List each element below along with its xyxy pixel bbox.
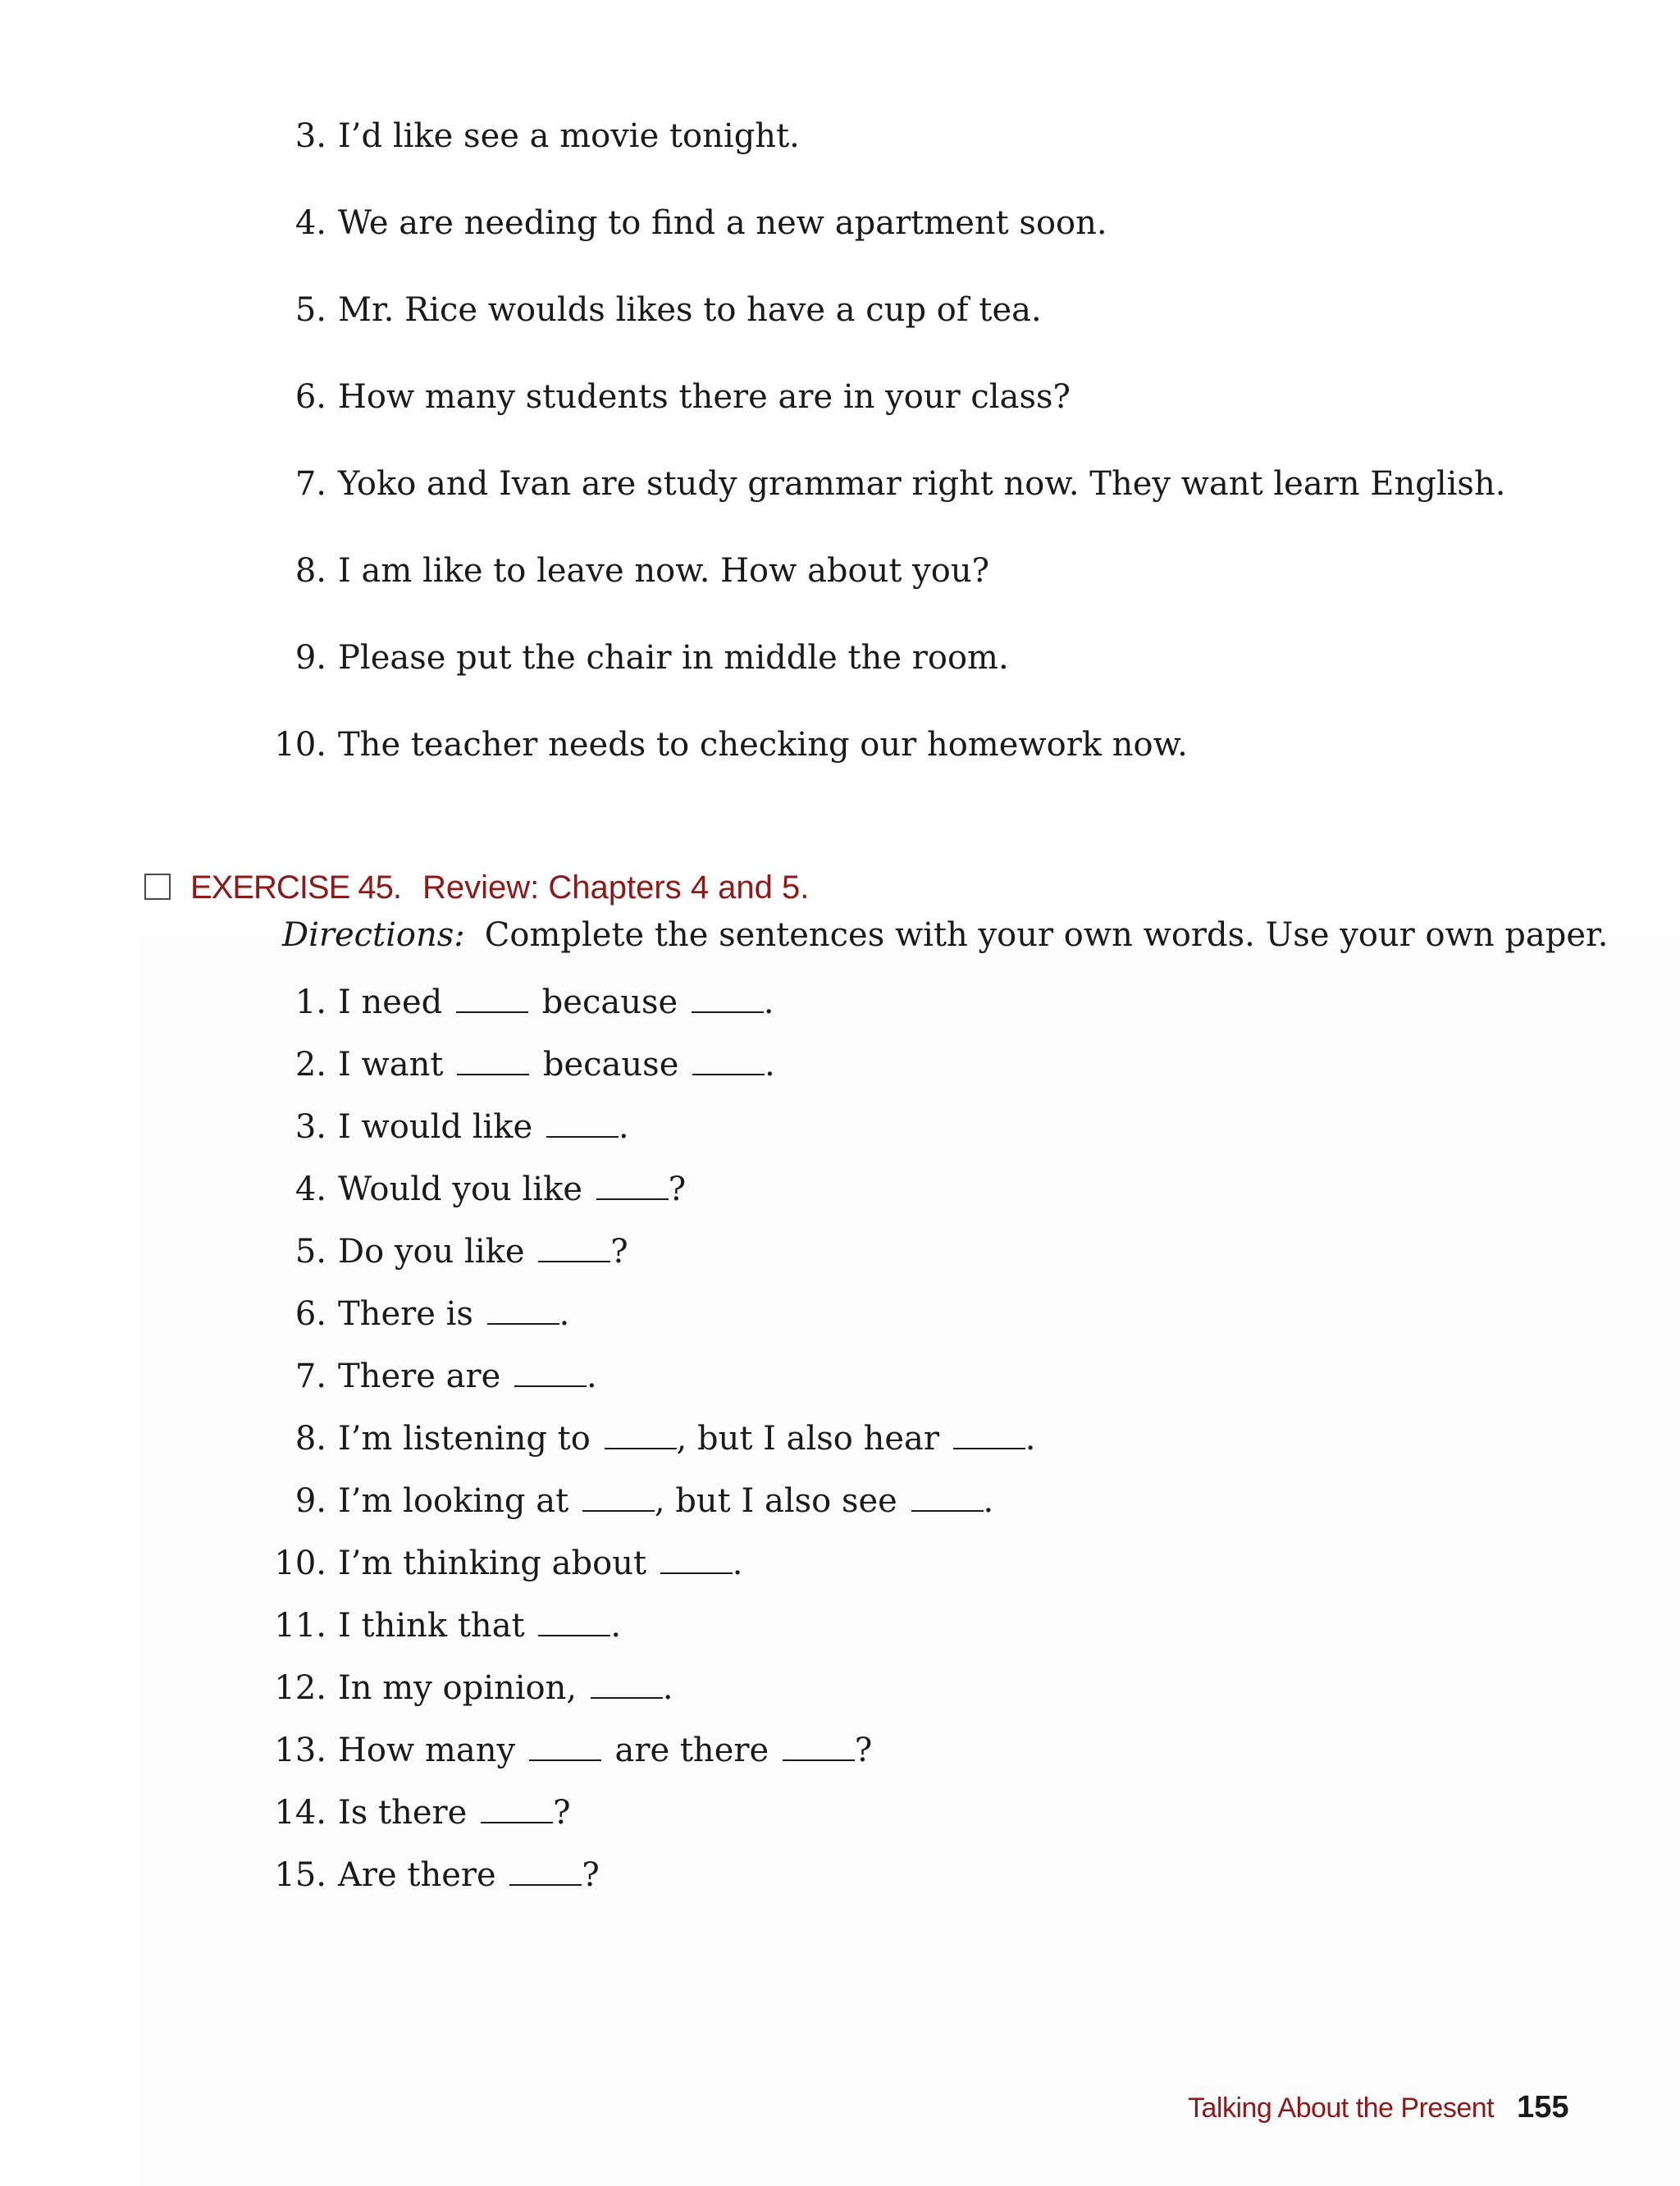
item-text: because [542, 1046, 679, 1084]
item-number: 13. [274, 1732, 326, 1769]
item-text: There are [338, 1358, 501, 1395]
item-text: Would you like [338, 1171, 583, 1208]
item-text: . [662, 1669, 673, 1707]
item-text: ? [553, 1794, 571, 1832]
answer-blank [457, 1049, 529, 1075]
item-number: 15. [274, 1856, 326, 1894]
page-number: 155 [1517, 2090, 1569, 2124]
list-item [271, 1731, 872, 1770]
item-text: In my opinion, [338, 1669, 578, 1707]
item-number: 14. [274, 1794, 326, 1832]
item-text: How many [338, 1732, 516, 1769]
item-text: Mr. Rice woulds likes to have a cup of tea. [338, 291, 1042, 329]
answer-blank [514, 1361, 587, 1387]
item-text: I am like to leave now. How about you? [338, 552, 990, 590]
item-text: I’m thinking about [338, 1545, 647, 1582]
answer-blank [529, 1735, 601, 1761]
list-item [271, 725, 1188, 764]
item-number: 6. [294, 1295, 326, 1333]
list-item [271, 638, 1009, 678]
item-text: I want [338, 1046, 444, 1084]
answer-blank [538, 1236, 610, 1262]
list-item [271, 1045, 775, 1084]
item-text: How many students there are in your class? [338, 378, 1071, 416]
answer-blank [582, 1485, 655, 1512]
exercise-label: EXERCISE 45. [190, 869, 402, 906]
item-text: Please put the chair in middle the room. [338, 639, 1009, 677]
answer-blank [509, 1860, 582, 1886]
item-text: because [541, 983, 678, 1021]
answer-blank [487, 1298, 559, 1325]
item-text: , but I also hear [676, 1420, 939, 1458]
item-number: 7. [294, 465, 326, 503]
item-text: . [732, 1545, 743, 1582]
answer-blank [953, 1423, 1025, 1449]
item-text: Yoko and Ivan are study grammar right now. They want learn English. [338, 465, 1506, 503]
list-item [271, 1481, 993, 1521]
item-text: ? [582, 1856, 600, 1894]
item-text: ? [668, 1171, 687, 1208]
item-text: . [763, 983, 774, 1021]
list-item [271, 1793, 571, 1832]
list-item [271, 1232, 628, 1271]
item-number: 4. [294, 1171, 326, 1208]
item-text: . [1025, 1420, 1036, 1458]
list-item [271, 203, 1107, 243]
list-item [271, 290, 1042, 330]
list-item [271, 1606, 621, 1645]
list-item [271, 116, 800, 156]
item-text: . [983, 1482, 994, 1520]
list-item [271, 1357, 597, 1396]
item-text: I’d like see a movie tonight. [338, 117, 800, 155]
item-number: 5. [294, 291, 326, 329]
item-text: . [765, 1046, 775, 1084]
item-number: 6. [294, 378, 326, 416]
answer-blank [596, 1174, 669, 1200]
list-item [271, 983, 774, 1022]
item-text: I would like [338, 1108, 533, 1146]
item-number: 9. [294, 639, 326, 677]
running-title: Talking About the Present [1188, 2092, 1495, 2124]
item-text: We are needing to find a new apartment soon. [338, 204, 1107, 242]
item-text: ? [610, 1233, 628, 1271]
list-item [271, 1419, 1035, 1458]
item-text: . [559, 1295, 570, 1333]
list-item [271, 1294, 569, 1334]
item-text: ? [854, 1732, 873, 1769]
item-text: , but I also see [654, 1482, 897, 1520]
answer-blank [692, 987, 764, 1013]
answer-blank [481, 1797, 553, 1823]
item-number: 8. [294, 552, 326, 590]
item-number: 10. [274, 726, 326, 764]
answer-blank [546, 1111, 619, 1138]
answer-blank [783, 1735, 855, 1761]
item-text: . [586, 1358, 597, 1395]
list-item [271, 1170, 686, 1209]
item-text: are there [614, 1732, 769, 1769]
exercise-title: Review: Chapters 4 and 5. [422, 869, 810, 906]
exercise-header [144, 868, 809, 907]
item-number: 12. [274, 1669, 326, 1707]
item-number: 1. [294, 983, 326, 1021]
item-number: 3. [294, 1108, 326, 1146]
item-text: I’m looking at [338, 1482, 569, 1520]
answer-blank [538, 1610, 610, 1636]
item-text: . [610, 1607, 622, 1645]
list-item [271, 551, 989, 591]
list-item [271, 377, 1071, 417]
list-item [271, 1855, 600, 1895]
item-text: There is [338, 1295, 473, 1333]
answer-blank [660, 1548, 733, 1574]
item-number: 9. [294, 1482, 326, 1520]
page-footer [1188, 2090, 1569, 2125]
item-number: 8. [294, 1420, 326, 1458]
item-text: . [618, 1108, 629, 1146]
item-number: 4. [294, 204, 326, 242]
item-number: 7. [294, 1358, 326, 1395]
answer-blank [911, 1485, 984, 1512]
directions-text: Complete the sentences with your own words. Use your own paper. [484, 916, 1609, 954]
item-text: The teacher needs to checking our homework now. [338, 726, 1188, 764]
item-text: Is there [338, 1794, 468, 1832]
directions [282, 915, 1608, 955]
list-item [271, 1107, 629, 1147]
item-text: I think that [338, 1607, 525, 1645]
item-number: 3. [294, 117, 326, 155]
item-text: I need [338, 983, 443, 1021]
directions-label: Directions: [282, 916, 465, 954]
answer-blank [456, 987, 528, 1013]
item-number: 10. [274, 1545, 326, 1582]
item-number: 5. [294, 1233, 326, 1271]
answer-blank [692, 1049, 765, 1075]
list-item [271, 1668, 673, 1708]
list-item [271, 464, 1505, 504]
checkbox-icon[interactable] [144, 874, 171, 900]
item-number: 2. [294, 1046, 326, 1084]
item-text: Are there [338, 1856, 496, 1894]
item-text: I’m listening to [338, 1420, 591, 1458]
answer-blank [605, 1423, 677, 1449]
list-item [271, 1544, 742, 1583]
item-text: Do you like [338, 1233, 525, 1271]
answer-blank [591, 1673, 663, 1699]
item-number: 11. [274, 1607, 326, 1645]
